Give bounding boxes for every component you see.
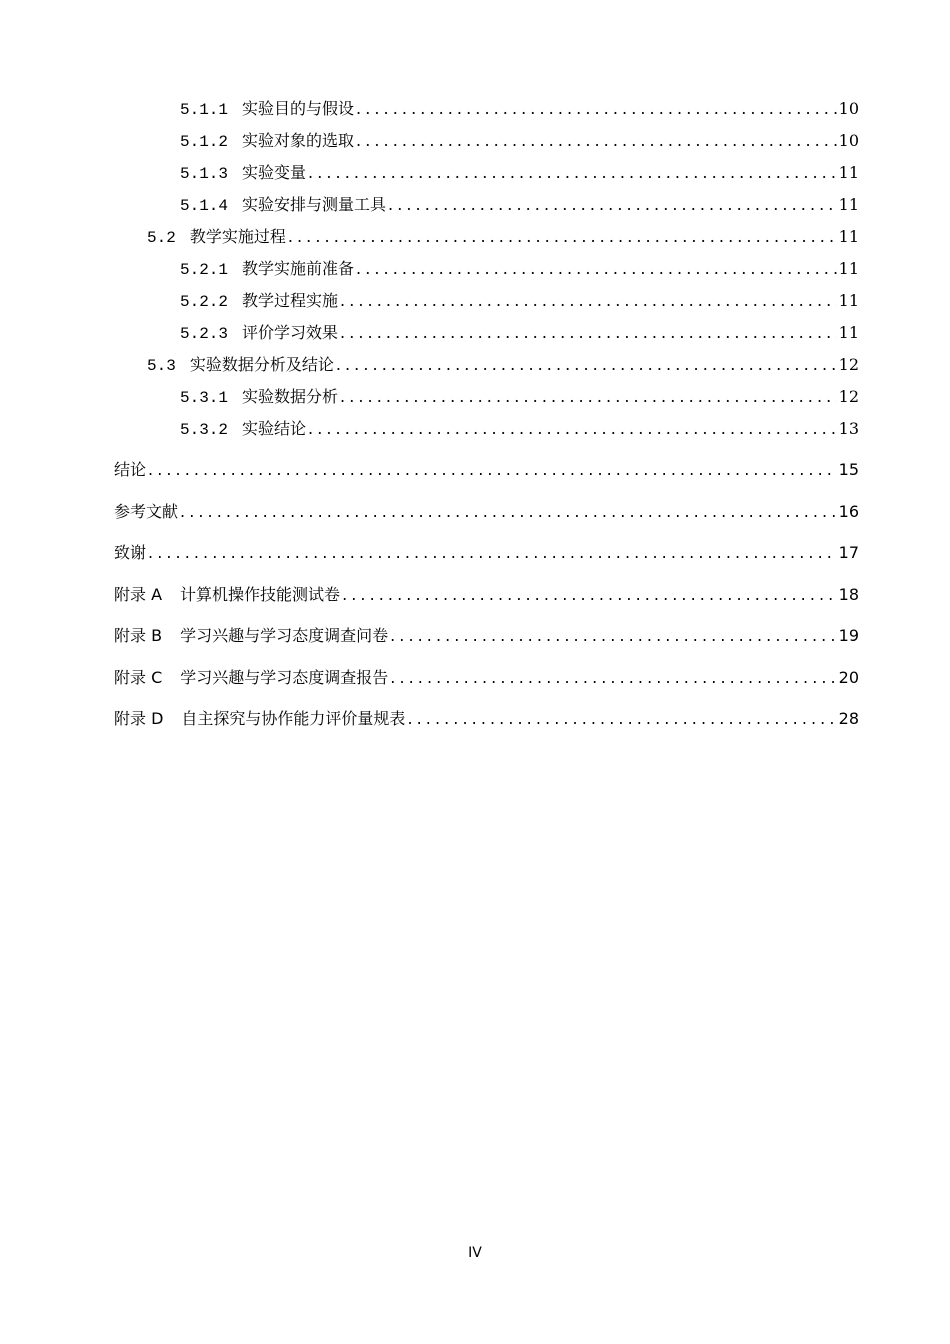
toc-entry-title: 计算机操作技能测试卷 xyxy=(180,585,341,604)
toc-entry-page: 10 xyxy=(838,99,859,118)
toc-entry-page: 11 xyxy=(838,227,859,246)
toc-entry-page: 16 xyxy=(838,502,859,521)
toc-entry-conclusion[interactable] xyxy=(114,457,859,483)
toc-dot-leader xyxy=(356,99,837,118)
toc-entry-title: 实验结论 xyxy=(242,419,307,438)
toc-entry-number: 5.1.1 xyxy=(180,101,229,119)
toc-entry-title: 教学实施过程 xyxy=(189,227,286,246)
toc-entry-page: 10 xyxy=(838,131,859,150)
toc-entry-title: 教学实施前准备 xyxy=(242,259,355,278)
toc-dot-leader xyxy=(288,227,837,246)
toc-entry-5-2-2[interactable] xyxy=(180,288,859,314)
toc-entry-appendix-d[interactable] xyxy=(114,706,859,732)
toc-entry-5-3-1[interactable] xyxy=(180,384,859,410)
toc-dot-leader xyxy=(148,460,837,479)
toc-entry-number: 5.2 xyxy=(147,229,176,247)
toc-entry-page: 11 xyxy=(838,291,859,310)
toc-entry-page: 13 xyxy=(838,419,859,438)
toc-entry-title: 评价学习效果 xyxy=(242,323,339,342)
toc-dot-leader xyxy=(407,709,836,728)
toc-entry-title: 学习兴趣与学习态度调查报告 xyxy=(180,668,389,687)
toc-entry-references[interactable] xyxy=(114,499,859,525)
toc-dot-leader xyxy=(180,502,837,521)
toc-entry-5-2[interactable] xyxy=(147,224,859,250)
toc-entry-number: 附录 A xyxy=(114,585,163,604)
toc-entry-title: 实验数据分析 xyxy=(242,387,339,406)
toc-entry-title: 参考文献 xyxy=(114,502,179,521)
toc-entry-number: 5.2.1 xyxy=(180,261,229,279)
toc-entry-page: 11 xyxy=(838,259,859,278)
toc-entry-page: 17 xyxy=(838,543,859,562)
toc-dot-leader xyxy=(356,131,837,150)
toc-entry-title: 自主探究与协作能力评价量规表 xyxy=(181,709,406,728)
toc-entry-number: 附录 D xyxy=(114,709,164,728)
toc-dot-leader xyxy=(390,626,837,645)
toc-entry-number: 5.3 xyxy=(147,357,176,375)
toc-dot-leader xyxy=(340,323,837,342)
toc-entry-number: 5.1.2 xyxy=(180,133,229,151)
toc-dot-leader xyxy=(148,543,837,562)
toc-entry-page: 11 xyxy=(838,195,859,214)
toc-entry-title: 教学过程实施 xyxy=(242,291,339,310)
toc-entry-5-2-3[interactable] xyxy=(180,320,859,346)
toc-entry-5-1-1[interactable] xyxy=(180,96,859,122)
toc-entry-title: 实验变量 xyxy=(242,163,307,182)
toc-entry-page: 20 xyxy=(838,668,859,687)
toc-entry-title: 致谢 xyxy=(114,543,147,562)
toc-dot-leader xyxy=(308,163,837,182)
toc-entry-page: 12 xyxy=(838,355,859,374)
toc-entry-page: 11 xyxy=(838,163,859,182)
toc-entry-title: 实验数据分析及结论 xyxy=(189,355,334,374)
toc-dot-leader xyxy=(340,387,837,406)
toc-entry-number: 5.1.3 xyxy=(180,165,229,183)
toc-entry-title: 学习兴趣与学习态度调查问卷 xyxy=(180,626,389,645)
toc-dot-leader xyxy=(356,259,837,278)
toc-entry-appendix-c[interactable] xyxy=(114,665,859,691)
toc-dot-leader xyxy=(390,668,836,687)
toc-entry-5-1-3[interactable] xyxy=(180,160,859,186)
toc-entry-title: 实验目的与假设 xyxy=(242,99,355,118)
toc-entry-number: 5.3.1 xyxy=(180,389,229,407)
toc-entry-number: 5.2.3 xyxy=(180,325,229,343)
toc-dot-leader xyxy=(336,355,837,374)
toc-entry-number: 附录 C xyxy=(114,668,163,687)
toc-entry-page: 15 xyxy=(838,460,859,479)
toc-entry-title: 结论 xyxy=(114,460,147,479)
toc-entry-5-3-2[interactable] xyxy=(180,416,859,442)
toc-entry-5-3[interactable] xyxy=(147,352,859,378)
toc-dot-leader xyxy=(342,585,837,604)
toc-entry-appendix-b[interactable] xyxy=(114,623,859,649)
toc-entry-number: 5.2.2 xyxy=(180,293,229,311)
toc-entry-title: 实验安排与测量工具 xyxy=(242,195,387,214)
toc-dot-leader xyxy=(308,419,837,438)
toc-entry-page: 28 xyxy=(838,709,859,728)
toc-entry-acknowledgements[interactable] xyxy=(114,540,859,566)
toc-dot-leader xyxy=(388,195,837,214)
toc-dot-leader xyxy=(340,291,837,310)
toc-entry-number: 附录 B xyxy=(114,626,163,645)
toc-entry-page: 11 xyxy=(838,323,859,342)
toc-entry-number: 5.3.2 xyxy=(180,421,229,439)
toc-entry-5-1-2[interactable] xyxy=(180,128,859,154)
page-number-footer: IV xyxy=(468,1245,482,1261)
toc-entry-page: 12 xyxy=(838,387,859,406)
toc-entry-page: 18 xyxy=(838,585,859,604)
toc-entry-number: 5.1.4 xyxy=(180,197,229,215)
toc-entry-appendix-a[interactable] xyxy=(114,582,859,608)
toc-entry-5-1-4[interactable] xyxy=(180,192,859,218)
toc-entry-page: 19 xyxy=(838,626,859,645)
toc-entry-title: 实验对象的选取 xyxy=(242,131,355,150)
toc-entry-5-2-1[interactable] xyxy=(180,256,859,282)
